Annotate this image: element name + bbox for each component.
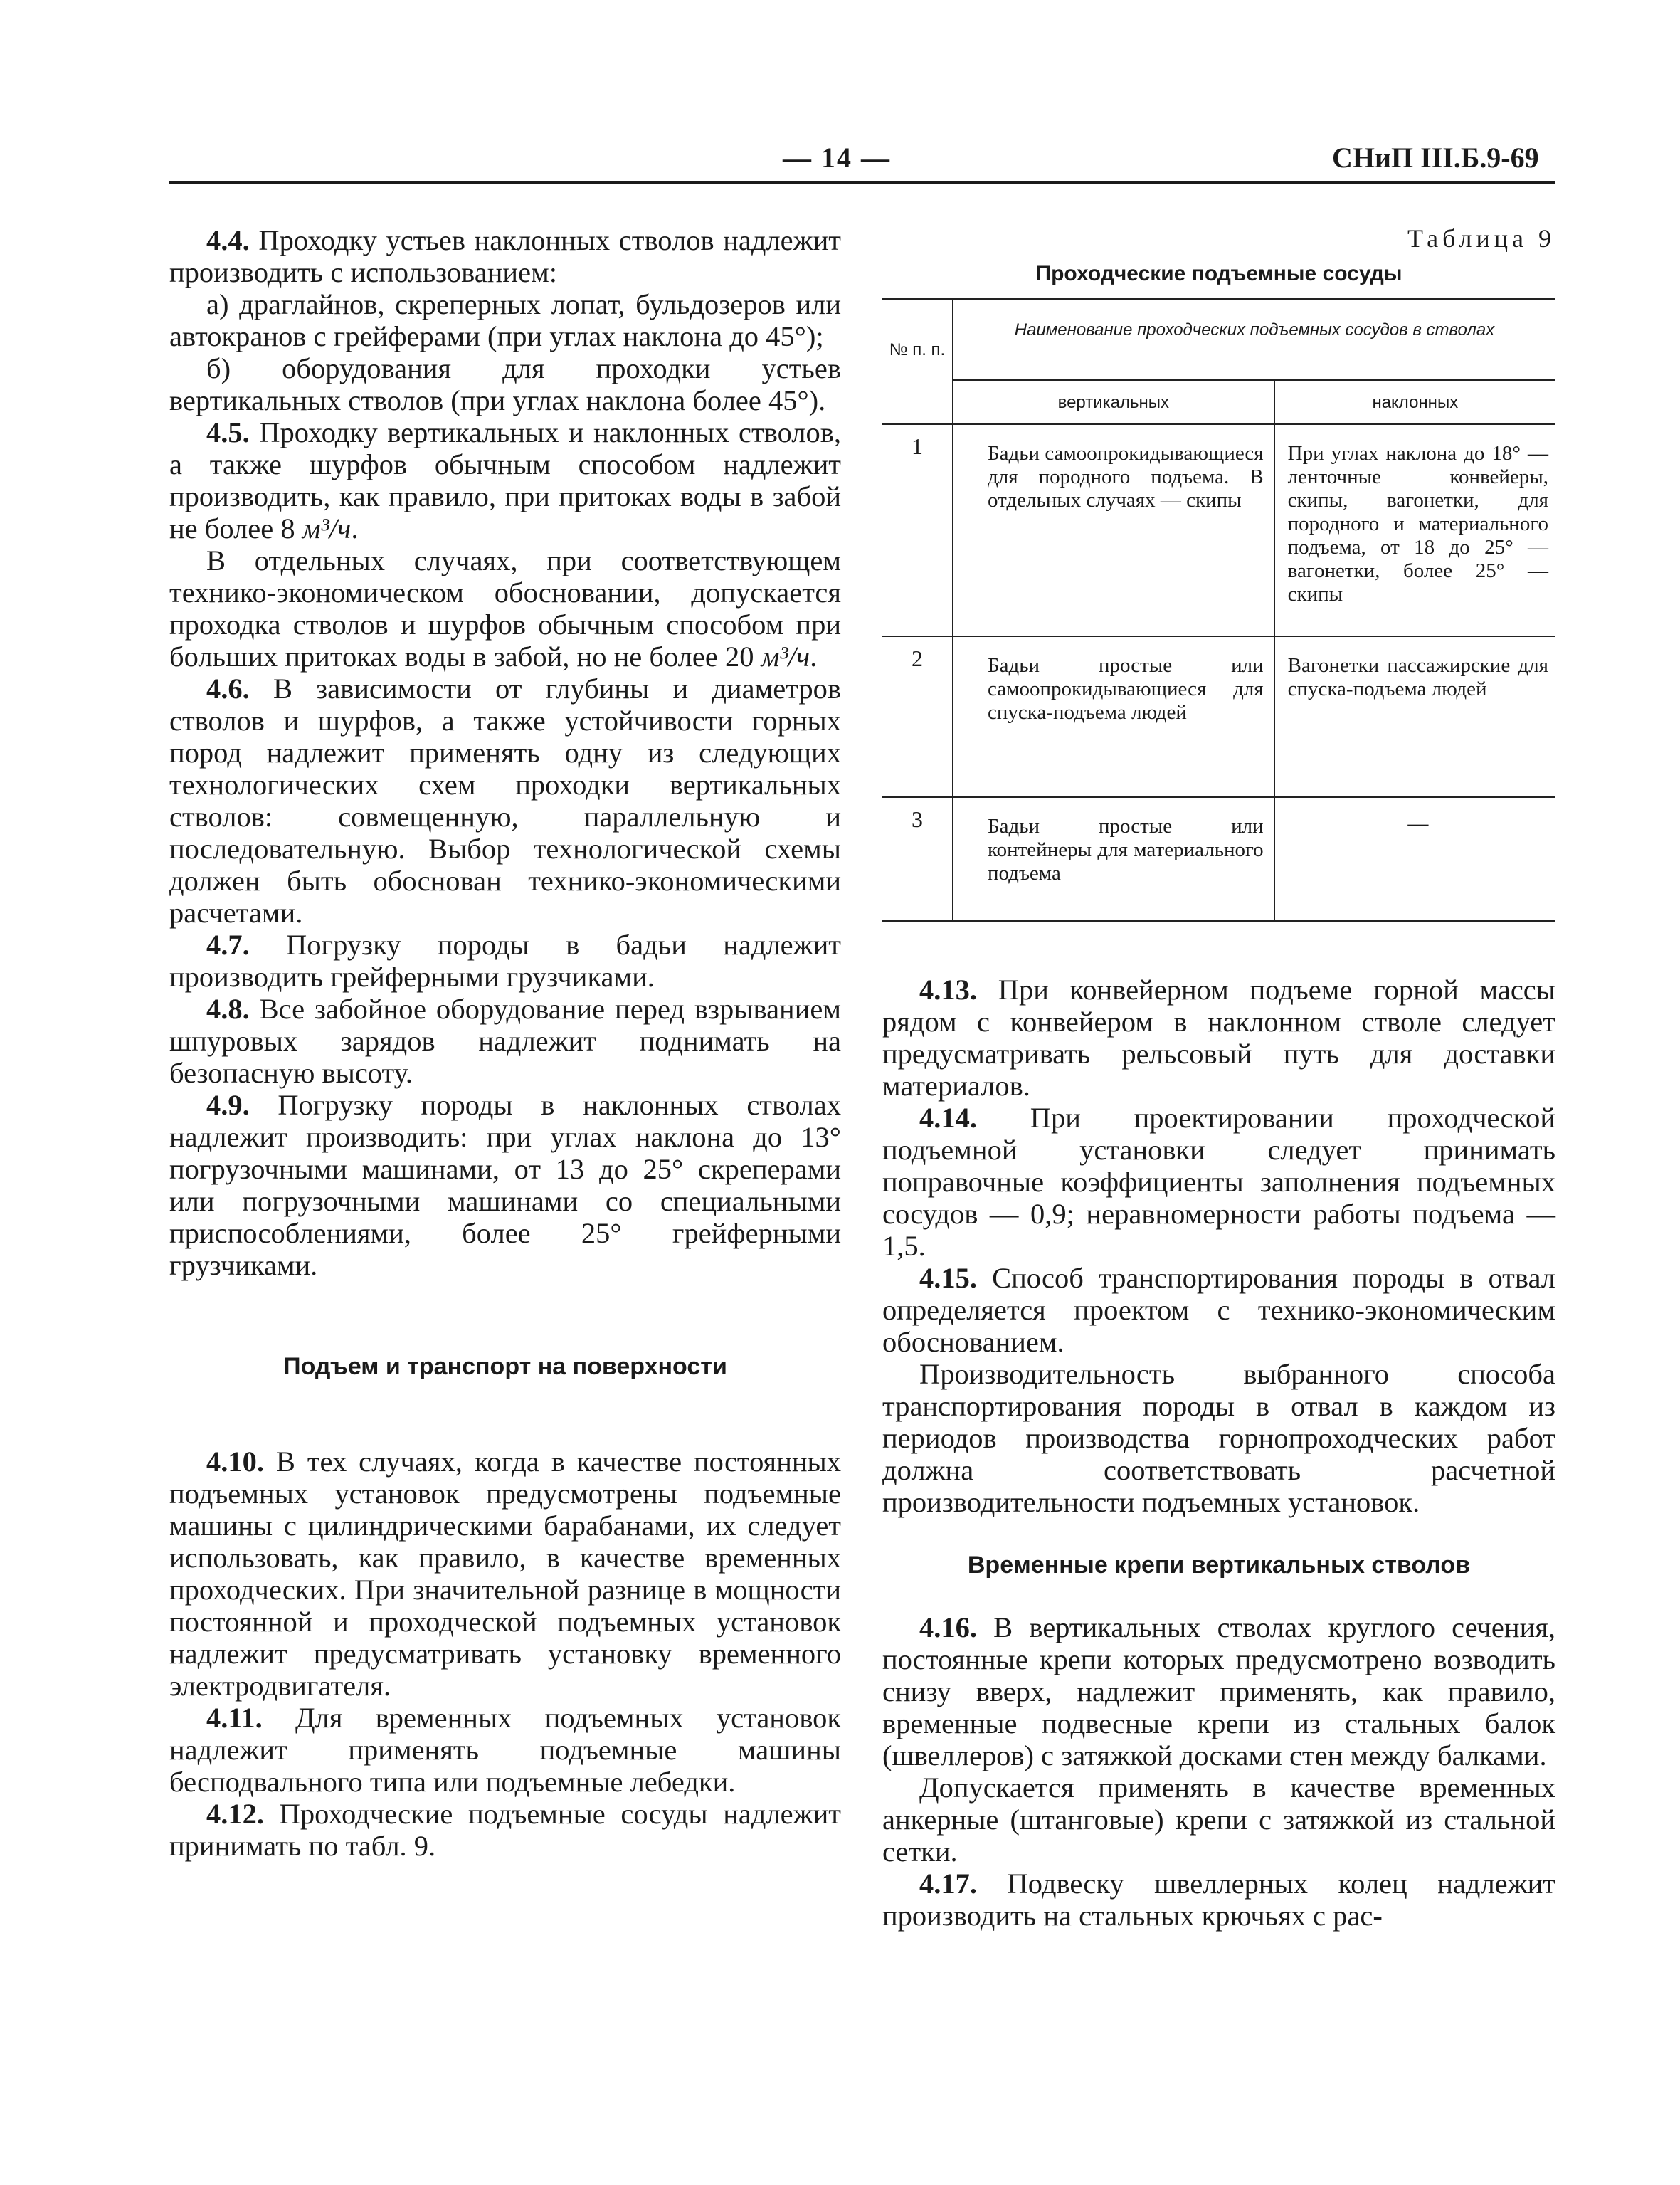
paragraph-4-10 bbox=[169, 1446, 841, 1702]
column-header-inclined: наклонных bbox=[1274, 380, 1555, 424]
paragraph-4-16-b: Допускается применять в качестве временных анкерные (штанговые) крепи с затяжкой из стальной сетки. bbox=[882, 1771, 1555, 1868]
paragraph-4-15-b: Производительность выбранного способа транспортирования породы в отвал в каждом из периодов производства горнопроходческих работ должна соответствовать расчетной производительности подъемных установок. bbox=[882, 1358, 1555, 1518]
clause-text: В вертикальных стволах круглого сечения, постоянные крепи которых предусмотрено возводить снизу вверх, надлежит применять, как правило, временные подвесные крепи из стальных балок (швеллеров) с затяжкой досками стен между балками. bbox=[882, 1611, 1555, 1771]
left-column bbox=[169, 224, 841, 1862]
cell-inclined: Вагонетки пассажирские для спуска-подъема людей bbox=[1274, 636, 1555, 797]
clause-text: Погрузку породы в бадьи надлежит производить грейферными грузчиками. bbox=[169, 929, 841, 993]
paragraph-4-17 bbox=[882, 1868, 1555, 1932]
paragraph-4-5 bbox=[169, 416, 841, 544]
clause-number: 4.15. bbox=[919, 1262, 977, 1294]
clause-number: 4.10. bbox=[206, 1446, 264, 1478]
clause-number: 4.6. bbox=[206, 673, 250, 705]
cell-vertical: Бадьи простые или контейнеры для материального подъема bbox=[953, 797, 1274, 922]
cell-inclined: — bbox=[1274, 797, 1555, 922]
clause-number: 4.13. bbox=[919, 974, 977, 1006]
paragraph-4-12 bbox=[169, 1798, 841, 1862]
paragraph-4-9 bbox=[169, 1089, 841, 1281]
clause-number: 4.16. bbox=[919, 1611, 977, 1643]
paragraph-4-4-a: а) драглайнов, скреперных лопат, бульдозеров или автокранов с грейферами (при углах наклона до 45°); bbox=[169, 288, 841, 352]
paragraph-4-6 bbox=[169, 673, 841, 929]
table-row bbox=[882, 636, 1555, 797]
clause-text: При конвейерном подъеме горной массы рядом с конвейером в наклонном стволе следует предусматривать рельсовый путь для доставки материалов. bbox=[882, 974, 1555, 1102]
clause-tail: . bbox=[351, 512, 359, 544]
spacer bbox=[882, 1581, 1555, 1611]
clause-number: 4.8. bbox=[206, 993, 250, 1025]
row-number: 2 bbox=[882, 636, 953, 797]
section-heading-hoisting: Подъем и транспорт на поверхности bbox=[283, 1353, 727, 1380]
paragraph-4-5-b bbox=[169, 544, 841, 673]
clause-number: 4.9. bbox=[206, 1089, 250, 1121]
row-number: 1 bbox=[882, 424, 953, 636]
clause-text: Способ транспортирования породы в отвал определяется проектом с технико-экономическим обоснованием. bbox=[882, 1262, 1555, 1358]
clause-text: В тех случаях, когда в качестве постоянных подъемных установок предусмотрены подъемные машины с цилиндрическими барабанами, их следует использовать, как правило, в качестве временных проходческих. При значительной разнице в мощности постоянной и проходческой подъемных установок надлежит предусматривать установку временного электродвигателя. bbox=[169, 1446, 841, 1702]
column-header-group: Наименование проходческих подъемных сосудов в стволах bbox=[953, 299, 1555, 381]
clause-text: Все забойное оборудование перед взрыванием шпуровых зарядов надлежит поднимать на безопасную высоту. bbox=[169, 993, 842, 1089]
clause-number: 4.12. bbox=[206, 1798, 264, 1830]
table-title: Проходческие подъемные сосуды bbox=[1035, 262, 1402, 285]
paragraph-4-16 bbox=[882, 1611, 1555, 1771]
column-header-number: № п. п. bbox=[882, 299, 953, 425]
table-9 bbox=[882, 298, 1555, 922]
clause-number: 4.5. bbox=[206, 416, 250, 448]
clause-text: Проходческие подъемные сосуды надлежит принимать по табл. 9. bbox=[169, 1798, 841, 1862]
paragraph-4-4-b: б) оборудования для проходки устьев вертикальных стволов (при углах наклона более 45°). bbox=[169, 352, 841, 416]
clause-number: 4.14. bbox=[919, 1102, 977, 1134]
clause-number: 4.7. bbox=[206, 929, 250, 961]
paragraph-4-15 bbox=[882, 1262, 1555, 1358]
header-rule bbox=[169, 181, 1555, 184]
clause-number: 4.11. bbox=[206, 1702, 263, 1734]
table-row bbox=[882, 797, 1555, 922]
clause-text: При проектировании проходческой подъемной установки следует принимать поправочные коэффициенты заполнения подъемных сосудов — 0,9; неравномерности работы подъема — 1,5. bbox=[882, 1102, 1555, 1262]
column-header-vertical: вертикальных bbox=[953, 380, 1274, 424]
cell-vertical: Бадьи самоопрокидывающиеся для породного подъема. В отдельных случаях — скипы bbox=[953, 424, 1274, 636]
spacer bbox=[169, 1383, 841, 1446]
paragraph-4-8 bbox=[169, 993, 841, 1089]
row-number: 3 bbox=[882, 797, 953, 922]
paragraph-4-13 bbox=[882, 974, 1555, 1102]
spacer bbox=[882, 1518, 1555, 1549]
table-row bbox=[882, 424, 1555, 636]
clause-number: 4.17. bbox=[919, 1868, 977, 1900]
paragraph-4-11 bbox=[169, 1702, 841, 1798]
document-code: СНиП III.Б.9-69 bbox=[1332, 142, 1539, 174]
table-caption: Таблица 9 bbox=[1407, 224, 1555, 253]
cell-inclined: При углах наклона до 18° — ленточные конвейеры, скипы, вагонетки, для породного и материального подъема, от 18 до 25° — вагонетки, более 25° — скипы bbox=[1274, 424, 1555, 636]
clause-tail: . bbox=[810, 641, 818, 673]
clause-text: Для временных подъемных установок надлежит применять подъемные машины бесподвального типа или подъемные лебедки. bbox=[169, 1702, 841, 1798]
clause-text: Подвеску швеллерных колец надлежит производить на стальных крючьях с рас- bbox=[882, 1868, 1555, 1932]
clause-text: Погрузку породы в наклонных стволах надлежит производить: при углах наклона до 13° погрузочными машинами, от 13 до 25° скреперами или погрузочными машинами со специальными приспособлениями, более 25° грейферными грузчиками. bbox=[169, 1089, 841, 1281]
clause-number: 4.4. bbox=[206, 224, 250, 256]
clause-text: Проходку устьев наклонных стволов надлежит производить с использованием: bbox=[169, 224, 841, 288]
unit: м³/ч bbox=[302, 512, 352, 544]
clause-text: В отдельных случаях, при соответствующем технико-экономическом обосновании, допускается проходка стволов и шурфов обычным способом при больших притоках воды в забой, но не более 20 bbox=[169, 544, 841, 673]
paragraph-4-14 bbox=[882, 1102, 1555, 1262]
clause-text: Проходку вертикальных и наклонных стволов, а также шурфов обычным способом надлежит производить, как правило, при притоках воды в забой не более 8 bbox=[169, 416, 841, 544]
clause-text: В зависимости от глубины и диаметров стволов и шурфов, а также устойчивости горных пород надлежит применять одну из следующих технологических схем проходки вертикальных стволов: совмещенную, параллельную и последовательную. Выбор технологической схемы должен быть обоснован технико-экономическими расчетами. bbox=[169, 673, 841, 929]
page-number: — 14 — bbox=[783, 142, 891, 174]
spacer bbox=[169, 1281, 841, 1351]
section-heading-temporary-supports: Временные крепи вертикальных стволов bbox=[967, 1552, 1471, 1579]
right-column bbox=[882, 974, 1555, 1932]
cell-vertical: Бадьи простые или самоопрокидывающиеся для спуска-подъема людей bbox=[953, 636, 1274, 797]
unit: м³/ч bbox=[761, 641, 810, 673]
paragraph-4-4 bbox=[169, 224, 841, 288]
paragraph-4-7 bbox=[169, 929, 841, 993]
